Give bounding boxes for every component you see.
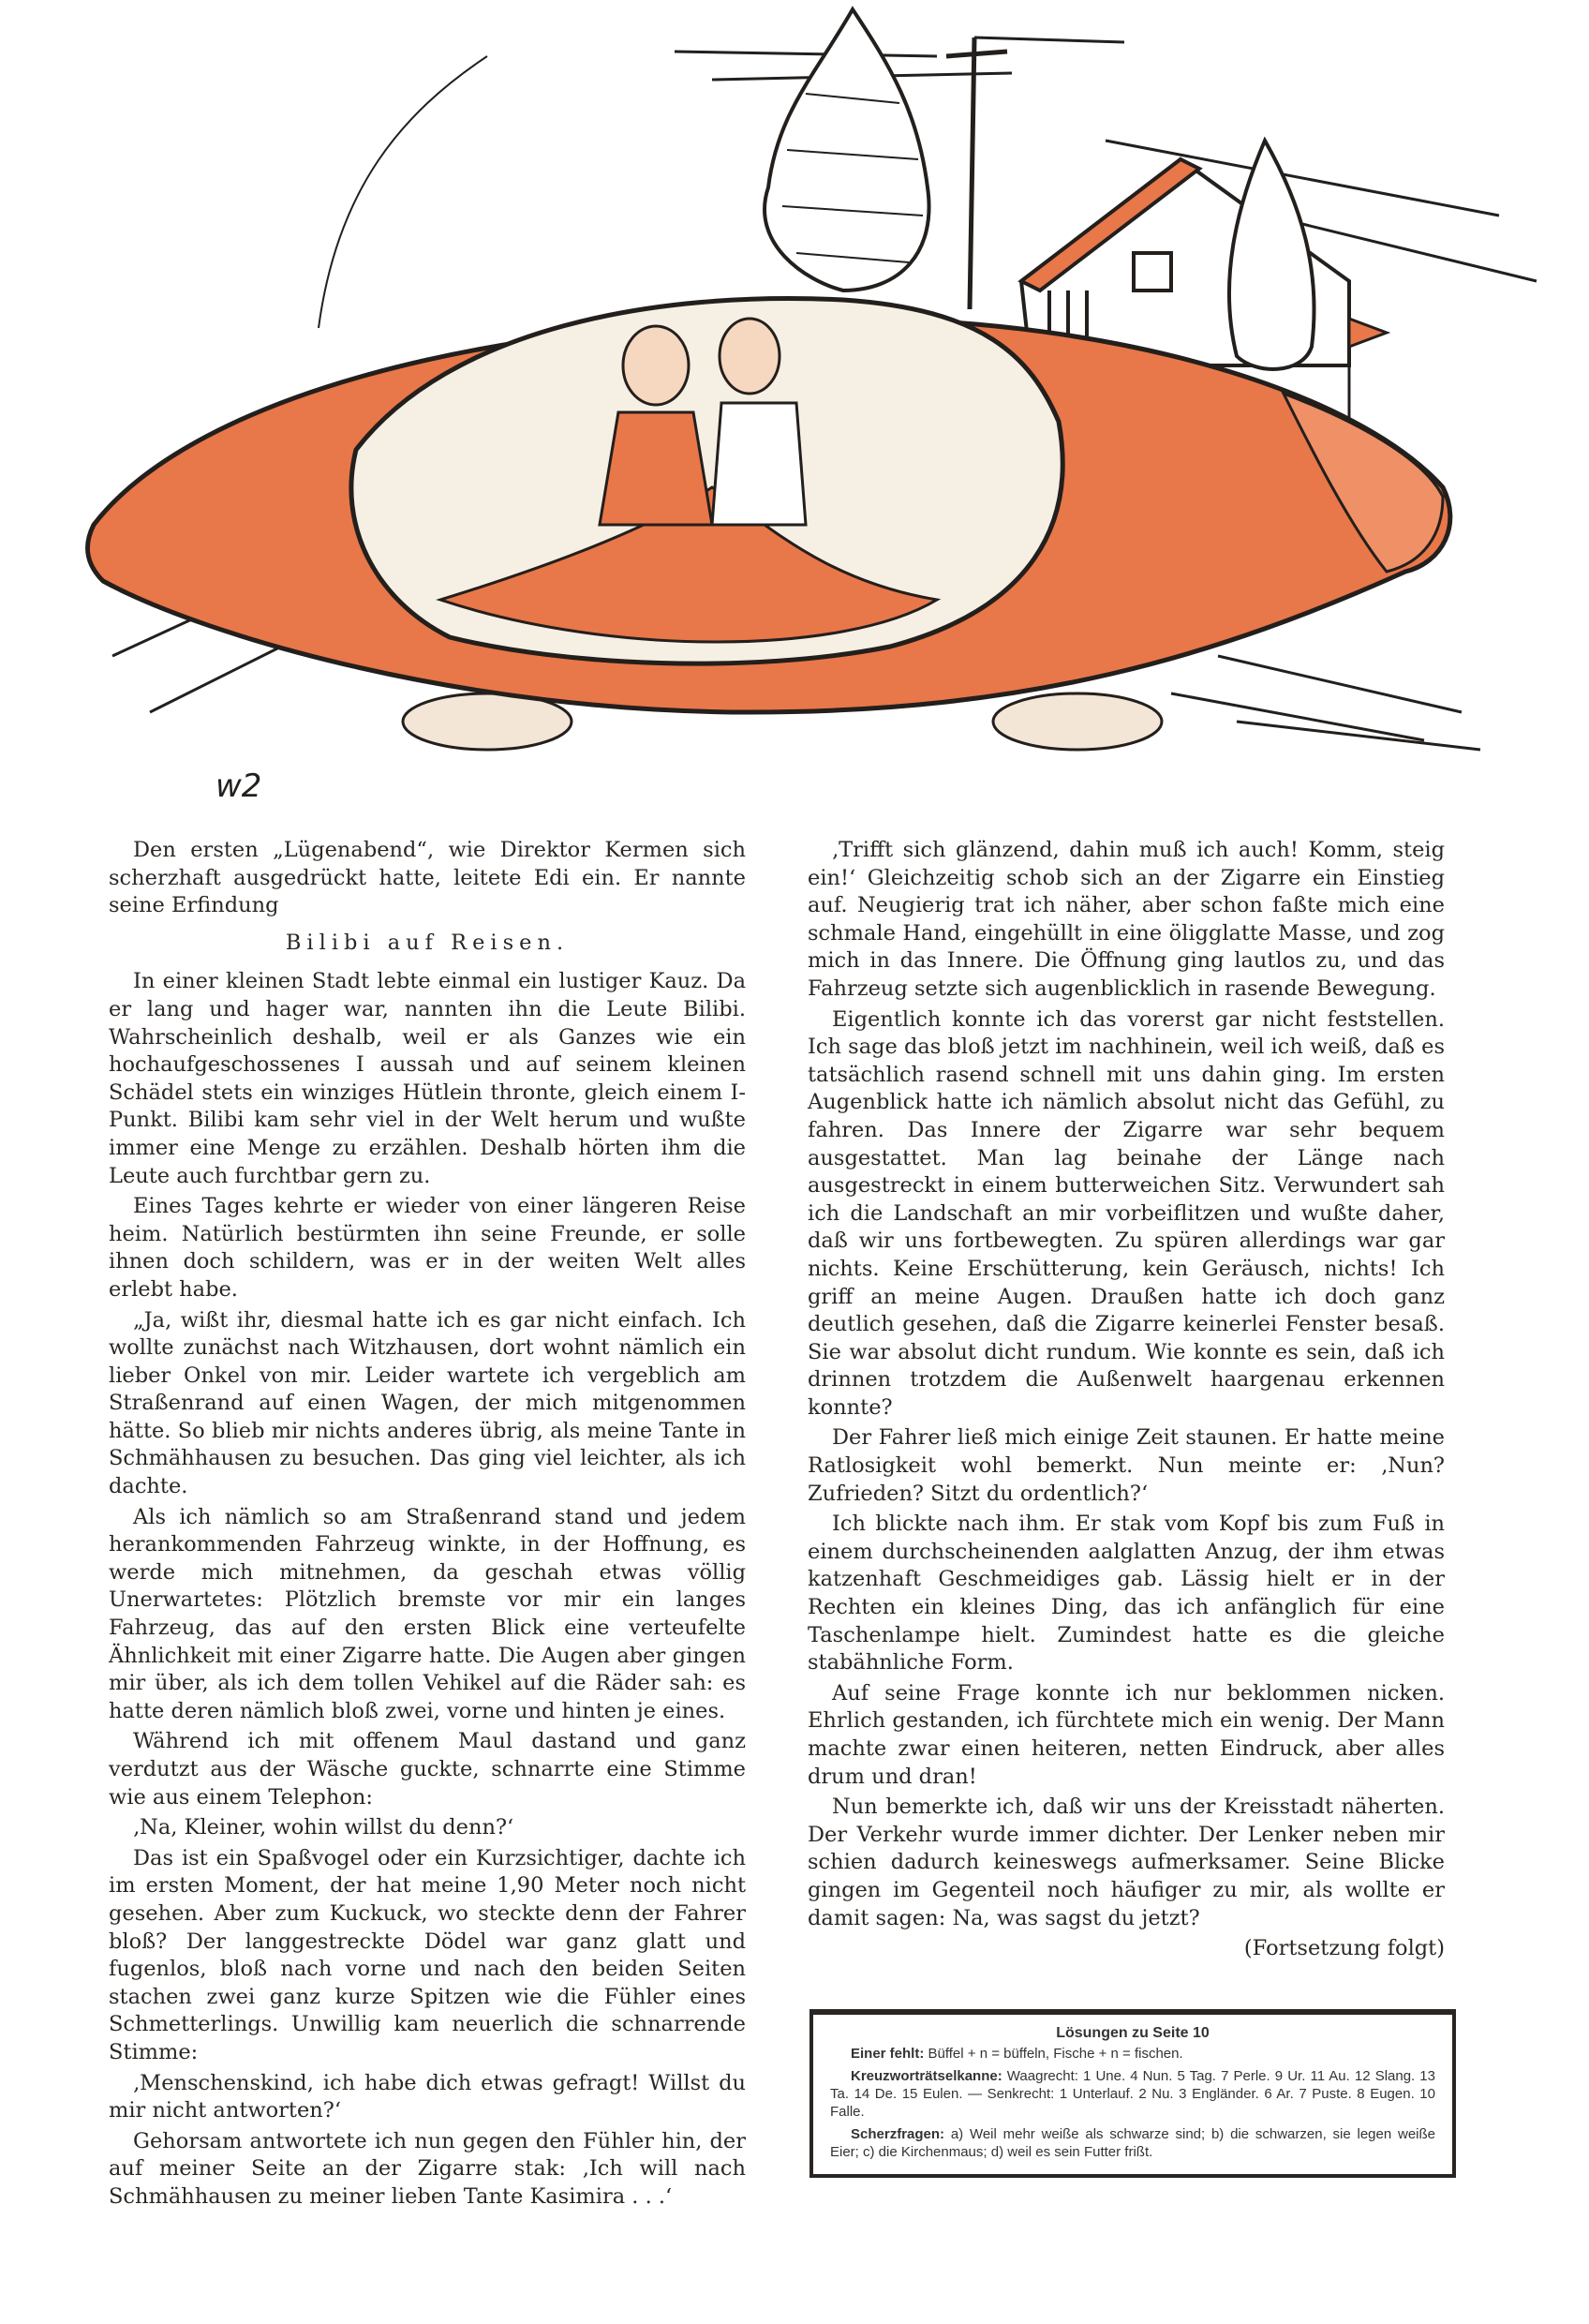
cigar-car-illustration xyxy=(0,0,1589,806)
paragraph: Während ich mit offenem Maul dastand und ganz verdutzt aus der Wäsche guckte, schnarrte eine Stimme wie aus einem Telephon: xyxy=(109,1729,746,1810)
solutions-box xyxy=(809,2009,1456,2178)
utility-pole xyxy=(946,37,1007,309)
paragraph: Eigentlich konnte ich das vorerst gar nicht feststellen. Ich sage das bloß jetzt im nachhinein, weil ich weiß, daß es tatsächlich rasend schnell mit uns dahin ging. Im ersten Augenblick hatte ich nämlich absolut nicht das Gefühl, zu fahren. Das Innere der Zigarre war sehr bequem ausgestattet. Man lag beinahe der Länge nach ausgestreckt in einem butterweichen Sitz. Verwundert sah ich die Landschaft an mir vorbeiflitzen und wußte daher, daß wir uns fortbewegten. Zu spüren allerdings war gar nichts. Keine Erschütterung, kein Geräusch, nichts! Ich griff an meine Augen. Draußen hatte ich doch ganz deutlich gesehen, daß die Zigarre keinerlei Fenster besaß. Sie war absolut dicht rundum. Wie konnte es sein, daß ich drinnen trotzdem die Außenwelt haargenau erkennen konnte? xyxy=(808,1006,1445,1420)
flag xyxy=(1349,319,1387,422)
right-column xyxy=(808,837,1445,1963)
paragraph: ‚Trifft sich glänzend, dahin muß ich auch! Komm, steig ein!‘ Gleichzeitig schob sich an der Zigarre ein Einstieg auf. Neugierig trat ich näher, aber schon faßte mich eine schmale Hand, eingehüllt in eine öligglatte Masse, und zog mich in das Innere. Die Öffnung ging lautlos zu, und das Fahrzeug setzte sich augenblicklich in rasende Bewegung. xyxy=(808,838,1445,1001)
solution-text: a) Weil mehr weiße als schwarze sind; b) die schwarzen, sie legen weiße Eier; c) die Kirchenmaus; d) weil es sein Futter frißt. xyxy=(830,2126,1435,2160)
paragraph: Als ich nämlich so am Straßenrand stand und jedem herankommenden Fahrzeug winkte, in der Hoffnung, es werde mich mitnehmen, da geschah etwas völlig Unerwartetes: Plötzlich bremste vor mir ein langes Fahrzeug, das auf den ersten Blick eine verteufelte Ähnlichkeit mit einer Zigarre hatte. Die Augen aber gingen mir über, als ich dem tollen Vehikel auf die Räder sah: es hatte deren nämlich bloß zwei, vorne und hinten je eines. xyxy=(109,1504,746,1723)
solution-text: Büffel + n = büffeln, Fische + n = fischen. xyxy=(924,2046,1183,2062)
solution-label: Kreuzworträtselkanne: xyxy=(851,2068,1002,2084)
paragraph: Ich blickte nach ihm. Er stak vom Kopf bis zum Fuß in einem durchscheinenden aalglatten Anzug, der ihm etwas katzenhaft Geschmeidiges gab. Lässig hielt er in der Rechten ein kleines Ding, das ich anfänglich für eine Taschenlampe hielt. Zumindest hatte es die gleiche stabähnliche Form. xyxy=(808,1512,1445,1676)
left-column xyxy=(109,837,746,2214)
paragraph: Das ist ein Spaßvogel oder ein Kurzsichtiger, dachte ich im ersten Moment, der hat meine 1,90 Meter noch nicht gesehen. Aber zum Kuckuck, wo steckte denn der Fahrer bloß? Der langgestreckte Dödel war ganz glatt und fugenlos, bloß nach vorne und nach den beiden Seiten stachen zwei ganz kurze Spitzen wie die Fühler eines Schmetterlings. Unwillig kam neuerlich die schnarrende Stimme: xyxy=(109,1845,746,2064)
intro-paragraph: Den ersten „Lügenabend“, wie Direktor Kermen sich scherzhaft ausgedrückt hatte, leitete Edi ein. Er nannte seine Erfindung xyxy=(109,838,746,918)
solution-label: Einer fehlt: xyxy=(851,2046,925,2062)
solution-item xyxy=(830,2045,1435,2063)
paragraph: Auf seine Frage konnte ich nur beklommen nicken. Ehrlich gestanden, ich fürchtete mich ein wenig. Der Mann machte zwar einen heiteren, netten Eindruck, aber alles drum und dran! xyxy=(808,1680,1445,1789)
paragraph: ‚Na, Kleiner, wohin willst du denn?‘ xyxy=(133,1815,514,1840)
solution-text: Waagrecht: 1 Une. 4 Nun. 5 Tag. 7 Perle. 9 Ur. 11 Au. 12 Slang. 13 Ta. 14 De. 15 Eulen. — Senkrecht: 1 Unterlauf. 2 Nu. 3 Engländer. 6 Ar. 7 Puste. 8 Eugen. 10 Falle. xyxy=(830,2068,1435,2120)
paragraph: Nun bemerkte ich, daß wir uns der Kreisstadt näherten. Der Verkehr wurde immer dichter. Der Lenker neben mir schien dadurch keineswegs aufmerksamer. Seine Blicke gingen im Gegenteil noch häufiger zu mir, als wollte er damit sagen: Na, was sagst du jetzt? xyxy=(808,1795,1445,1930)
paragraph: In einer kleinen Stadt lebte einmal ein lustiger Kauz. Da er lang und hager war, nannten ihn die Leute Bilibi. Wahrscheinlich deshalb, weil er als Ganzes wie ein hochaufgeschossenes I aussah und auf seinem kleinen Schädel stets ein winziges Hütlein thronte, gleich einem I-Punkt. Bilibi kam sehr viel in der Welt herum und wußte immer eine Menge zu erzählen. Deshalb hörten ihm die Leute auch furchtbar gern zu. xyxy=(109,969,746,1188)
paragraph: Eines Tages kehrte er wieder von einer längeren Reise heim. Natürlich bestürmten ihn seine Freunde, er solle ihnen doch schildern, was er in der weiten Welt alles erlebt habe. xyxy=(109,1194,746,1302)
continuation-note: (Fortsetzung folgt) xyxy=(1243,1936,1445,1961)
tree-right xyxy=(1229,141,1314,369)
paragraph: ‚Menschenskind, ich habe dich etwas gefragt! Willst du mir nicht antworten?‘ xyxy=(109,2070,746,2123)
solution-item xyxy=(830,2125,1435,2161)
solution-label: Scherzfragen: xyxy=(851,2126,945,2142)
paragraph: Gehorsam antwortete ich nun gegen den Fühler hin, der auf meiner Seite an der Zigarre stak: ‚Ich will nach Schmähhausen zu meiner lieben Tante Kasimira . . .‘ xyxy=(109,2128,746,2209)
paragraph: Der Fahrer ließ mich einige Zeit staunen. Er hatte meine Ratlosigkeit wohl bemerkt. Nun meinte er: ‚Nun? Zufrieden? Sitzt du ordentlich?‘ xyxy=(808,1425,1445,1506)
solutions-title: Lösungen zu Seite 10 xyxy=(1056,2025,1210,2041)
solution-item xyxy=(830,2067,1435,2121)
paragraph: „Ja, wißt ihr, diesmal hatte ich es gar nicht einfach. Ich wollte zunächst nach Witzhausen, dort wohnt nämlich ein lieber Onkel von mir. Leider wartete ich vergeblich am Straßenrand auf einen Wagen, der mich mitgenommen hätte. So blieb mir nichts anderes übrig, als meine Tante in Schmähhausen zu besuchen. Das ging viel leichter, als ich dachte. xyxy=(109,1307,746,1499)
artist-signature: w2 xyxy=(215,767,262,805)
front-wheel xyxy=(993,693,1162,750)
story-title: Bilibi auf Reisen. xyxy=(285,930,570,955)
